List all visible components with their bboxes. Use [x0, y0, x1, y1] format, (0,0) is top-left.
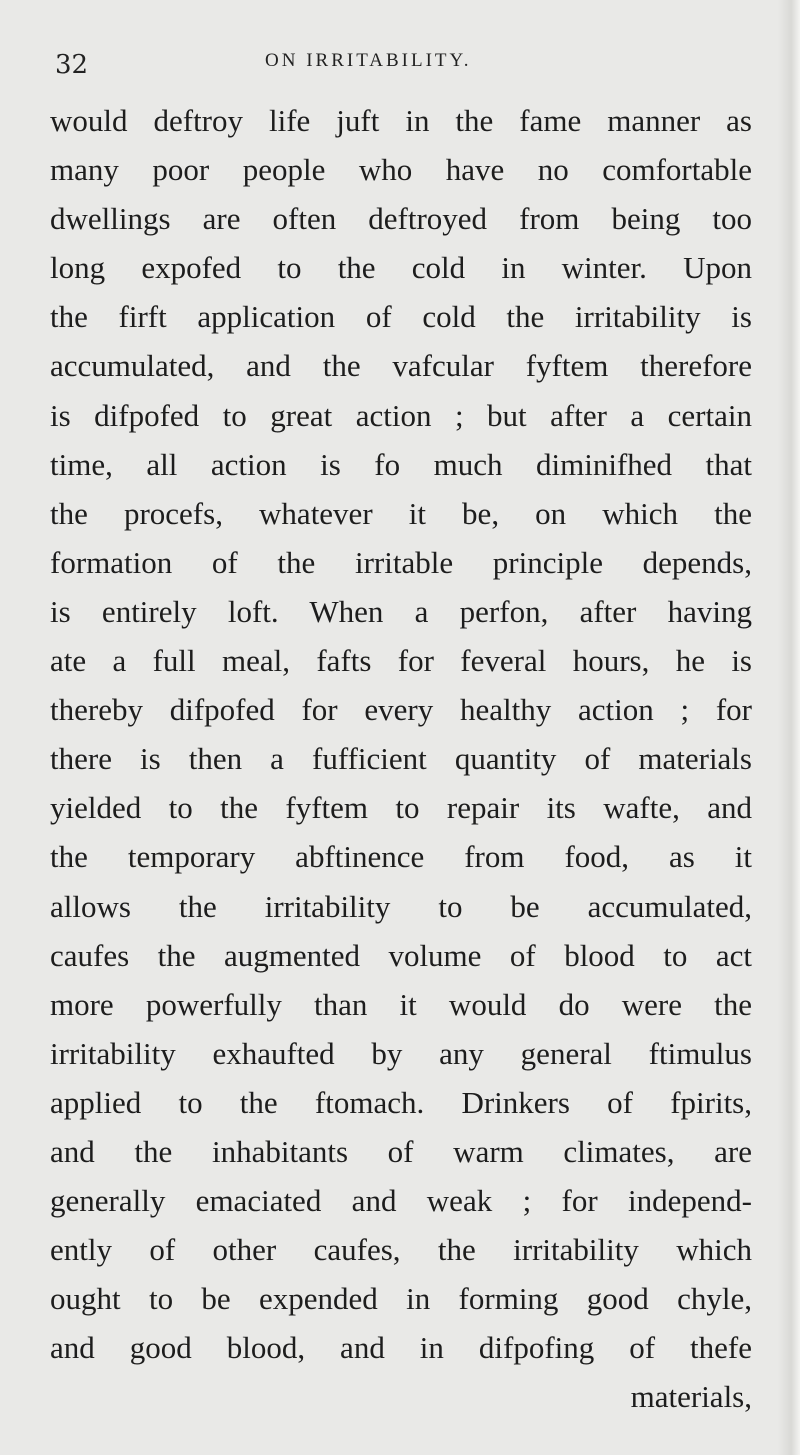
text-line: ought to be expended in forming good chyle,	[50, 1281, 752, 1317]
text-line: and the inhabitants of warm climates, are	[50, 1133, 752, 1169]
text-line: long expofed to the cold in winter. Upon	[50, 250, 752, 286]
text-line: many poor people who have no comfortable	[50, 152, 752, 188]
catchword-line: materials,	[630, 1379, 752, 1415]
text-line: is entirely loft. When a perfon, after having	[50, 593, 752, 629]
text-line: the procefs, whatever it be, on which the	[50, 495, 752, 531]
text-line: applied to the ftomach. Drinkers of fpirits,	[50, 1084, 752, 1120]
page-header	[0, 44, 800, 84]
text-line: would deftroy life juft in the fame manner as	[50, 103, 752, 138]
text-line: and good blood, and in difpofing of thefe	[50, 1330, 752, 1366]
text-line: the firft application of cold the irritability is	[50, 299, 752, 335]
text-line: allows the irritability to be accumulated,	[50, 888, 752, 924]
text-line: caufes the augmented volume of blood to act	[50, 937, 752, 973]
text-line: more powerfully than it would do were the	[50, 986, 752, 1022]
body-text	[50, 96, 752, 1422]
text-line: formation of the irritable principle depends,	[50, 544, 752, 580]
text-line: time, all action is fo much diminifhed that	[50, 446, 752, 482]
text-line: is difpofed to great action ; but after a certain	[50, 397, 752, 433]
text-line: thereby difpofed for every healthy action ; for	[50, 692, 752, 728]
text-line: the temporary abftinence from food, as it	[50, 839, 752, 875]
text-line: irritability exhaufted by any general ftimulus	[50, 1035, 752, 1071]
text-line: there is then a fufficient quantity of materials	[50, 741, 752, 777]
text-line: ate a full meal, fafts for feveral hours, he is	[50, 643, 752, 679]
text-line: yielded to the fyftem to repair its wafte, and	[50, 790, 752, 826]
text-line: ently of other caufes, the irritability which	[50, 1232, 752, 1268]
text-line: accumulated, and the vafcular fyftem therefore	[50, 348, 752, 384]
text-line: dwellings are often deftroyed from being too	[50, 201, 752, 237]
text-line: generally emaciated and weak ; for independ-	[50, 1183, 752, 1219]
running-head: ON IRRITABILITY.	[265, 50, 472, 71]
page-number: 32	[55, 50, 89, 80]
